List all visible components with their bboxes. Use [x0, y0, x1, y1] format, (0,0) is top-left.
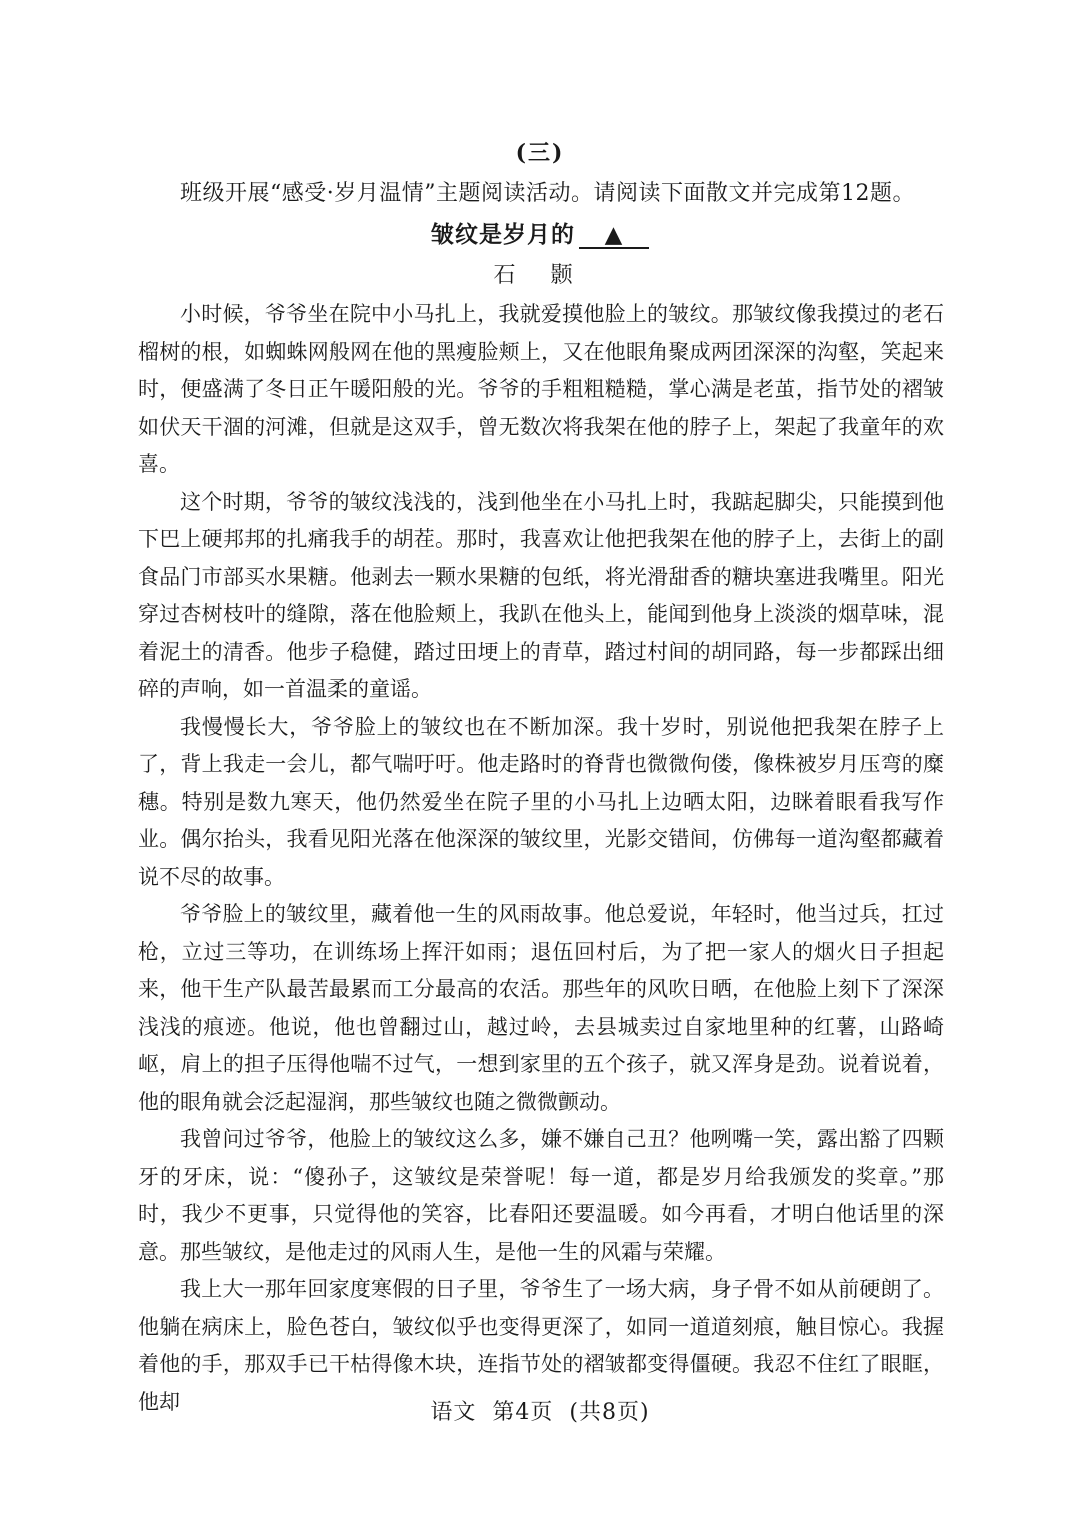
reading-instructions: 班级开展“感受·岁月温情”主题阅读活动。请阅读下面散文并完成第12题。 [180, 181, 915, 206]
essay-title [0, 216, 1080, 249]
paragraph-4: 爷爷脸上的皱纹里，藏着他一生的风雨故事。他总爱说，年轻时，他当过兵，扛过枪，立过三等功，在训练场上挥汗如雨；退伍回村后，为了把一家人的烟火日子担起来，他干生产队最苦最累而工分最高的农活。那些年的风吹日晒，在他脸上刻下了深深浅浅的痕迹。他说，他也曾翻过山，越过岭，去县城卖过自家地里种的红薯，山路崎岖，肩上的担子压得他喘不过气，一想到家里的五个孩子，就又浑身是劲。说着说着，他的眼角就会泛起湿润，那些皱纹也随之微微颤动。 [138, 902, 944, 1114]
footer-page-number: 第4页 [492, 1400, 554, 1425]
title-blank-mark: ▲ [579, 223, 649, 249]
paragraph-2: 这个时期，爷爷的皱纹浅浅的，浅到他坐在小马扎上时，我踮起脚尖，只能摸到他下巴上硬邦邦的扎痛我手的胡茬。那时，我喜欢让他把我架在他的脖子上，去街上的副食品门市部买水果糖。他剥去一颗水果糖的包纸，将光滑甜香的糖块塞进我嘴里。阳光穿过杏树枝叶的缝隙，落在他脸颊上，我趴在他头上，能闻到他身上淡淡的烟草味，混着泥土的清香。他步子稳健，踏过田埂上的青草，踏过村间的胡同路，每一步都踩出细碎的声响，如一首温柔的童谣。 [138, 489, 944, 701]
footer-total-pages: (共8页) [569, 1400, 650, 1425]
paragraph-1: 小时候，爷爷坐在院中小马扎上，我就爱摸他脸上的皱纹。那皱纹像我摸过的老石榴树的根，如蜘蛛网般网在他的黑瘦脸颊上，又在他眼角聚成两团深深的沟壑，笑起来时，便盛满了冬日正午暖阳般的光。爷爷的手粗粗糙糙，掌心满是老茧，指节处的褶皱如伏天干涸的河滩，但就是这双手，曾无数次将我架在他的脖子上，架起了我童年的欢喜。 [138, 302, 944, 476]
essay-title-text: 皱纹是岁月的 [431, 221, 575, 248]
footer-subject: 语文 [430, 1400, 477, 1425]
essay-body [138, 296, 944, 1421]
paragraph-5: 我曾问过爷爷，他脸上的皱纹这么多，嫌不嫌自己丑？他咧嘴一笑，露出豁了四颗牙的牙床，说：“傻孙子，这皱纹是荣誉呢！每一道，都是岁月给我颁发的奖章。”那时，我少不更事，只觉得他的笑容，比春阳还要温暖。如今再看，才明白他话里的深意。那些皱纹，是他走过的风雨人生，是他一生的风霜与荣耀。 [138, 1127, 944, 1264]
section-number: (三) [515, 140, 565, 166]
page-footer [0, 1395, 1080, 1426]
paragraph-3: 我慢慢长大，爷爷脸上的皱纹也在不断加深。我十岁时，别说他把我架在脖子上了，背上我走一会儿，都气喘吁吁。他走路时的脊背也微微佝偻，像株被岁月压弯的糜穗。特别是数九寒天，他仍然爱坐在院子里的小马扎上边晒太阳，边眯着眼看我写作业。偶尔抬头，我看见阳光落在他深深的皱纹里，光影交错间，仿佛每一道沟壑都藏着说不尽的故事。 [138, 714, 944, 889]
paragraph-6: 我上大一那年回家度寒假的日子里，爷爷生了一场大病，身子骨不如从前硬朗了。他躺在病床上，脸色苍白，皱纹似乎也变得更深了，如同一道道刻痕，触目惊心。我握着他的手，那双手已干枯得像木块，连指节处的褶皱都变得僵硬。我忍不住红了眼眶，他却 [138, 1277, 944, 1414]
essay-author: 石 颢 [493, 263, 587, 288]
